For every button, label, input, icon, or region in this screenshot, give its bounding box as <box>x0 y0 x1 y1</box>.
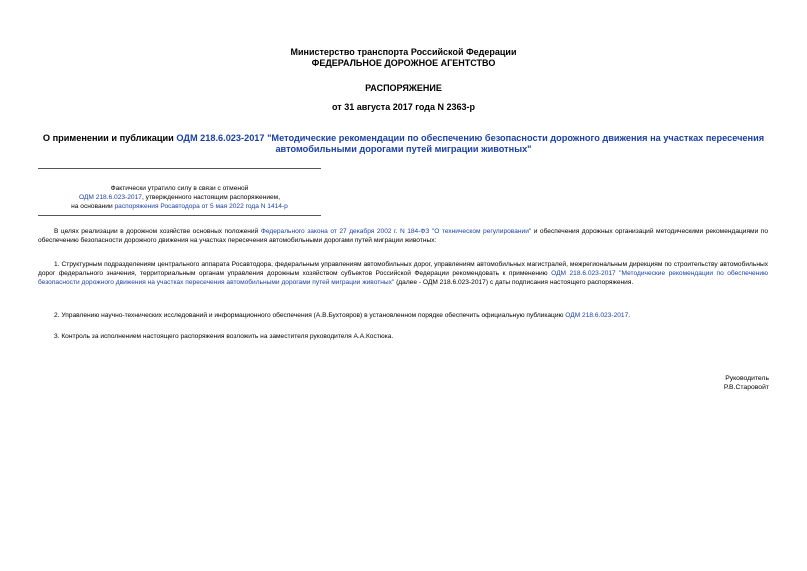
paragraph-2 <box>38 312 768 321</box>
paragraph-intro-text-b: и обеспечения дорожных организаций методическими рекомендациями по обеспечению безопасности дорожного движения на участках пересечения автомобильными дорогами путей миграции животных: <box>38 228 769 244</box>
note-line-1: Фактически утратило силу в связи с отменой <box>110 185 249 192</box>
paragraph-3: 3. Контроль за исполнением настоящего распоряжения возложить на заместителя руководителя А.А.Костюка. <box>54 333 394 340</box>
note-line-3-text: на основании <box>71 203 115 210</box>
signature-position: Руководитель <box>725 375 769 382</box>
note-order-link[interactable]: распоряжения Росавтодора от 5 мая 2022 года N 1414-р <box>114 203 288 210</box>
status-note <box>38 184 321 211</box>
paragraph-1-text-a: 1. Структурным подразделениям центрального аппарата Росавтодора, федеральным управлениям автомобильных дорог, управлениям автомобильных магистралей, межрегиональным дирекциям по строительству автомобильных дорог федерального значения, территориальным органам управления дорожным хозяйством субъектов Российской Федерации рекомендовать к применению <box>38 261 768 277</box>
note-line-3 <box>38 202 321 211</box>
paragraph-intro <box>38 228 768 246</box>
title-prefix: О применении и публикации <box>42 133 177 143</box>
ministry-name: Министерство транспорта Российской Федерации <box>290 47 517 57</box>
document-type: РАСПОРЯЖЕНИЕ <box>365 83 442 93</box>
signature-block <box>724 374 769 392</box>
note-line-2-text: , утвержденного настоящим распоряжением, <box>141 194 281 201</box>
divider-top <box>38 168 321 169</box>
note-odm-link[interactable]: ОДМ 218.6.023-2017 <box>78 194 142 201</box>
paragraph-2-text-b: . <box>628 312 631 319</box>
document-title <box>30 133 777 155</box>
paragraph-1 <box>38 261 768 287</box>
odm-link-p1[interactable]: ОДМ 218.6.023-2017 "Методические рекомендации по обеспечению безопасности дорожного движения на участках пересечения автомобильными дорогами путей миграции животных" <box>38 269 768 286</box>
agency-name: ФЕДЕРАЛЬНОЕ ДОРОЖНОЕ АГЕНТСТВО <box>311 58 496 68</box>
divider-bottom <box>38 215 321 216</box>
document-date-number: от 31 августа 2017 года N 2363-р <box>332 102 475 112</box>
paragraph-1-text-b: (далее - ОДМ 218.6.023-2017) с даты подписания настоящего распоряжения. <box>394 278 634 286</box>
signature-name: Р.В.Старовойт <box>723 384 769 391</box>
odm-link-p2[interactable]: ОДМ 218.6.023-2017 <box>565 312 629 319</box>
paragraph-intro-text-a: В целях реализации в дорожном хозяйстве основных положений <box>54 228 261 235</box>
note-line-2 <box>38 193 321 202</box>
paragraph-2-text-a: 2. Управлению научно-технических исследований и информационного обеспечения (А.В.Бухтояров) в установленном порядке обеспечить официальную публикацию <box>54 312 566 319</box>
title-link[interactable]: ОДМ 218.6.023-2017 "Методические рекомендации по обеспечению безопасности дорожного движения на участках пересечения автомобильными дорогами путей миграции животных" <box>176 133 765 154</box>
federal-law-link[interactable]: Федерального закона от 27 декабря 2002 г. N 184-ФЗ "О техническом регулировании" <box>260 228 532 235</box>
